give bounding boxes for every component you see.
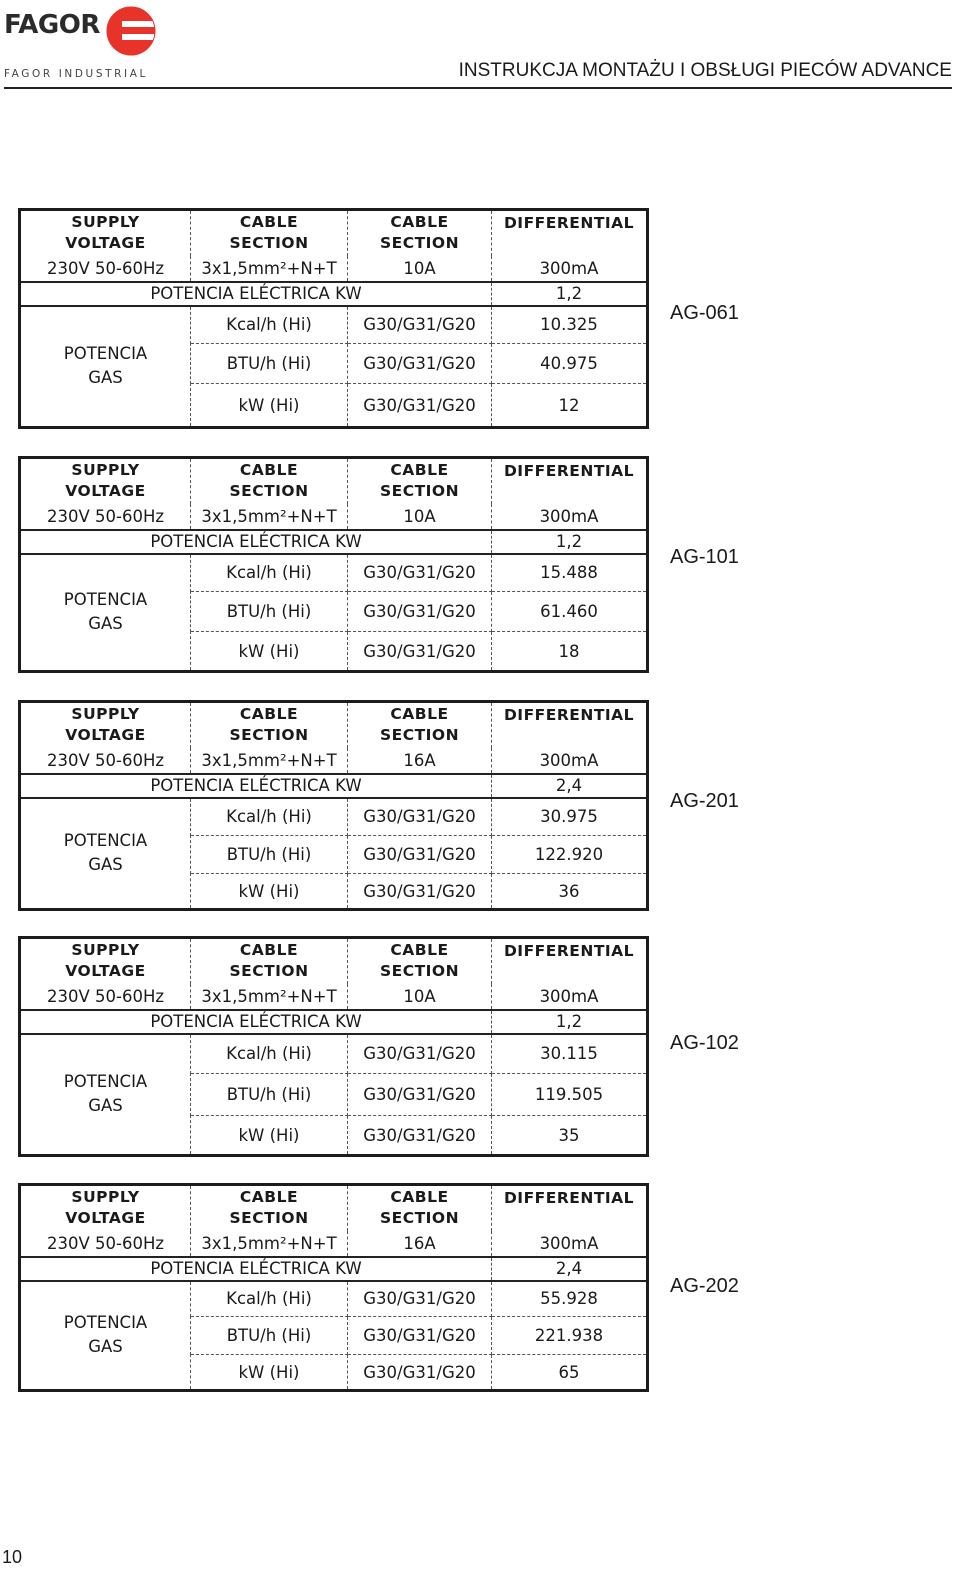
kcal-label: Kcal/h (Hi) bbox=[191, 1034, 348, 1074]
supply-voltage-header: SUPPLY VOLTAGE bbox=[20, 1185, 191, 1231]
supply-voltage-header: SUPPLY VOLTAGE bbox=[20, 210, 191, 256]
spec-table bbox=[18, 208, 649, 429]
section-value: 16A bbox=[348, 748, 492, 774]
kcal-label: Kcal/h (Hi) bbox=[191, 554, 348, 592]
cable-section-header-2: CABLE SECTION bbox=[348, 458, 492, 504]
kcal-value: 30.115 bbox=[492, 1034, 648, 1074]
gas-type: G30/G31/G20 bbox=[348, 592, 492, 632]
section-value: 10A bbox=[348, 256, 492, 282]
kcal-value: 55.928 bbox=[492, 1281, 648, 1317]
cable-section-header: CABLE SECTION bbox=[191, 702, 348, 748]
spec-block-ag-202 bbox=[18, 1183, 758, 1392]
differential-value: 300mA bbox=[492, 256, 648, 282]
cable-value: 3x1,5mm²+N+T bbox=[191, 748, 348, 774]
kw-value: 35 bbox=[492, 1116, 648, 1156]
btu-label: BTU/h (Hi) bbox=[191, 592, 348, 632]
btu-value: 122.920 bbox=[492, 836, 648, 874]
page-number: 10 bbox=[2, 1547, 23, 1567]
fagor-logo bbox=[4, 6, 156, 82]
differential-value: 300mA bbox=[492, 504, 648, 530]
logo-subtitle: FAGOR INDUSTRIAL bbox=[4, 68, 148, 80]
btu-value: 40.975 bbox=[492, 344, 648, 384]
kw-label: kW (Hi) bbox=[191, 1355, 348, 1391]
supply-voltage-value: 230V 50-60Hz bbox=[20, 504, 191, 530]
supply-voltage-header: SUPPLY VOLTAGE bbox=[20, 458, 191, 504]
potencia-gas-label: POTENCIA GAS bbox=[20, 1034, 191, 1156]
gas-type: G30/G31/G20 bbox=[348, 384, 492, 428]
potencia-electrica-value: 1,2 bbox=[492, 1010, 648, 1034]
kcal-label: Kcal/h (Hi) bbox=[191, 798, 348, 836]
potencia-gas-label: POTENCIA GAS bbox=[20, 798, 191, 910]
kw-label: kW (Hi) bbox=[191, 874, 348, 910]
potencia-electrica-label: POTENCIA ELÉCTRICA KW bbox=[20, 774, 492, 798]
differential-value: 300mA bbox=[492, 1231, 648, 1257]
gas-type: G30/G31/G20 bbox=[348, 554, 492, 592]
gas-type: G30/G31/G20 bbox=[348, 344, 492, 384]
btu-value: 119.505 bbox=[492, 1074, 648, 1116]
spec-table bbox=[18, 1183, 649, 1392]
gas-type: G30/G31/G20 bbox=[348, 632, 492, 672]
potencia-electrica-label: POTENCIA ELÉCTRICA KW bbox=[20, 282, 492, 306]
btu-label: BTU/h (Hi) bbox=[191, 344, 348, 384]
potencia-electrica-label: POTENCIA ELÉCTRICA KW bbox=[20, 1257, 492, 1281]
gas-type: G30/G31/G20 bbox=[348, 1116, 492, 1156]
kw-value: 65 bbox=[492, 1355, 648, 1391]
kcal-value: 30.975 bbox=[492, 798, 648, 836]
gas-type: G30/G31/G20 bbox=[348, 306, 492, 344]
spec-block-ag-061 bbox=[18, 208, 758, 429]
btu-value: 221.938 bbox=[492, 1317, 648, 1355]
supply-voltage-value: 230V 50-60Hz bbox=[20, 748, 191, 774]
kcal-label: Kcal/h (Hi) bbox=[191, 306, 348, 344]
differential-value: 300mA bbox=[492, 748, 648, 774]
supply-voltage-value: 230V 50-60Hz bbox=[20, 1231, 191, 1257]
kw-value: 36 bbox=[492, 874, 648, 910]
cable-value: 3x1,5mm²+N+T bbox=[191, 984, 348, 1010]
model-label: AG-102 bbox=[670, 1032, 739, 1054]
gas-type: G30/G31/G20 bbox=[348, 836, 492, 874]
differential-header: DIFFERENTIAL bbox=[492, 210, 648, 256]
kw-value: 12 bbox=[492, 384, 648, 428]
btu-label: BTU/h (Hi) bbox=[191, 836, 348, 874]
model-label: AG-201 bbox=[670, 790, 739, 812]
differential-value: 300mA bbox=[492, 984, 648, 1010]
logo-wordmark: FAGOR bbox=[4, 10, 100, 40]
section-value: 10A bbox=[348, 504, 492, 530]
cable-value: 3x1,5mm²+N+T bbox=[191, 1231, 348, 1257]
btu-label: BTU/h (Hi) bbox=[191, 1074, 348, 1116]
potencia-electrica-label: POTENCIA ELÉCTRICA KW bbox=[20, 530, 492, 554]
section-value: 16A bbox=[348, 1231, 492, 1257]
spec-table bbox=[18, 456, 649, 673]
cable-section-header: CABLE SECTION bbox=[191, 210, 348, 256]
supply-voltage-value: 230V 50-60Hz bbox=[20, 256, 191, 282]
spec-table bbox=[18, 936, 649, 1157]
differential-header: DIFFERENTIAL bbox=[492, 702, 648, 748]
supply-voltage-value: 230V 50-60Hz bbox=[20, 984, 191, 1010]
potencia-gas-label: POTENCIA GAS bbox=[20, 306, 191, 428]
cable-section-header-2: CABLE SECTION bbox=[348, 938, 492, 984]
page-header bbox=[0, 0, 960, 92]
cable-value: 3x1,5mm²+N+T bbox=[191, 256, 348, 282]
differential-header: DIFFERENTIAL bbox=[492, 458, 648, 504]
cable-section-header-2: CABLE SECTION bbox=[348, 1185, 492, 1231]
gas-type: G30/G31/G20 bbox=[348, 798, 492, 836]
gas-type: G30/G31/G20 bbox=[348, 1355, 492, 1391]
cable-value: 3x1,5mm²+N+T bbox=[191, 504, 348, 530]
potencia-electrica-value: 1,2 bbox=[492, 530, 648, 554]
kw-label: kW (Hi) bbox=[191, 384, 348, 428]
cable-section-header-2: CABLE SECTION bbox=[348, 702, 492, 748]
btu-label: BTU/h (Hi) bbox=[191, 1317, 348, 1355]
spec-block-ag-201 bbox=[18, 700, 758, 911]
supply-voltage-header: SUPPLY VOLTAGE bbox=[20, 938, 191, 984]
gas-type: G30/G31/G20 bbox=[348, 1317, 492, 1355]
gas-type: G30/G31/G20 bbox=[348, 874, 492, 910]
spec-block-ag-102 bbox=[18, 936, 758, 1157]
potencia-electrica-value: 2,4 bbox=[492, 774, 648, 798]
kcal-label: Kcal/h (Hi) bbox=[191, 1281, 348, 1317]
cable-section-header: CABLE SECTION bbox=[191, 458, 348, 504]
kcal-value: 15.488 bbox=[492, 554, 648, 592]
differential-header: DIFFERENTIAL bbox=[492, 938, 648, 984]
header-divider bbox=[4, 87, 952, 89]
model-label: AG-202 bbox=[670, 1275, 739, 1297]
differential-header: DIFFERENTIAL bbox=[492, 1185, 648, 1231]
cable-section-header: CABLE SECTION bbox=[191, 938, 348, 984]
model-label: AG-101 bbox=[670, 546, 739, 568]
spec-block-ag-101 bbox=[18, 456, 758, 673]
supply-voltage-header: SUPPLY VOLTAGE bbox=[20, 702, 191, 748]
cable-section-header: CABLE SECTION bbox=[191, 1185, 348, 1231]
model-label: AG-061 bbox=[670, 302, 739, 324]
gas-type: G30/G31/G20 bbox=[348, 1074, 492, 1116]
section-value: 10A bbox=[348, 984, 492, 1010]
btu-value: 61.460 bbox=[492, 592, 648, 632]
kw-value: 18 bbox=[492, 632, 648, 672]
potencia-electrica-value: 2,4 bbox=[492, 1257, 648, 1281]
gas-type: G30/G31/G20 bbox=[348, 1034, 492, 1074]
potencia-gas-label: POTENCIA GAS bbox=[20, 1281, 191, 1391]
potencia-electrica-label: POTENCIA ELÉCTRICA KW bbox=[20, 1010, 492, 1034]
document-title: INSTRUKCJA MONTAŻU I OBSŁUGI PIECÓW ADVANCE bbox=[458, 60, 952, 81]
fagor-logo-icon bbox=[106, 6, 156, 56]
spec-table bbox=[18, 700, 649, 911]
kw-label: kW (Hi) bbox=[191, 632, 348, 672]
potencia-gas-label: POTENCIA GAS bbox=[20, 554, 191, 672]
cable-section-header-2: CABLE SECTION bbox=[348, 210, 492, 256]
kw-label: kW (Hi) bbox=[191, 1116, 348, 1156]
potencia-electrica-value: 1,2 bbox=[492, 282, 648, 306]
gas-type: G30/G31/G20 bbox=[348, 1281, 492, 1317]
kcal-value: 10.325 bbox=[492, 306, 648, 344]
